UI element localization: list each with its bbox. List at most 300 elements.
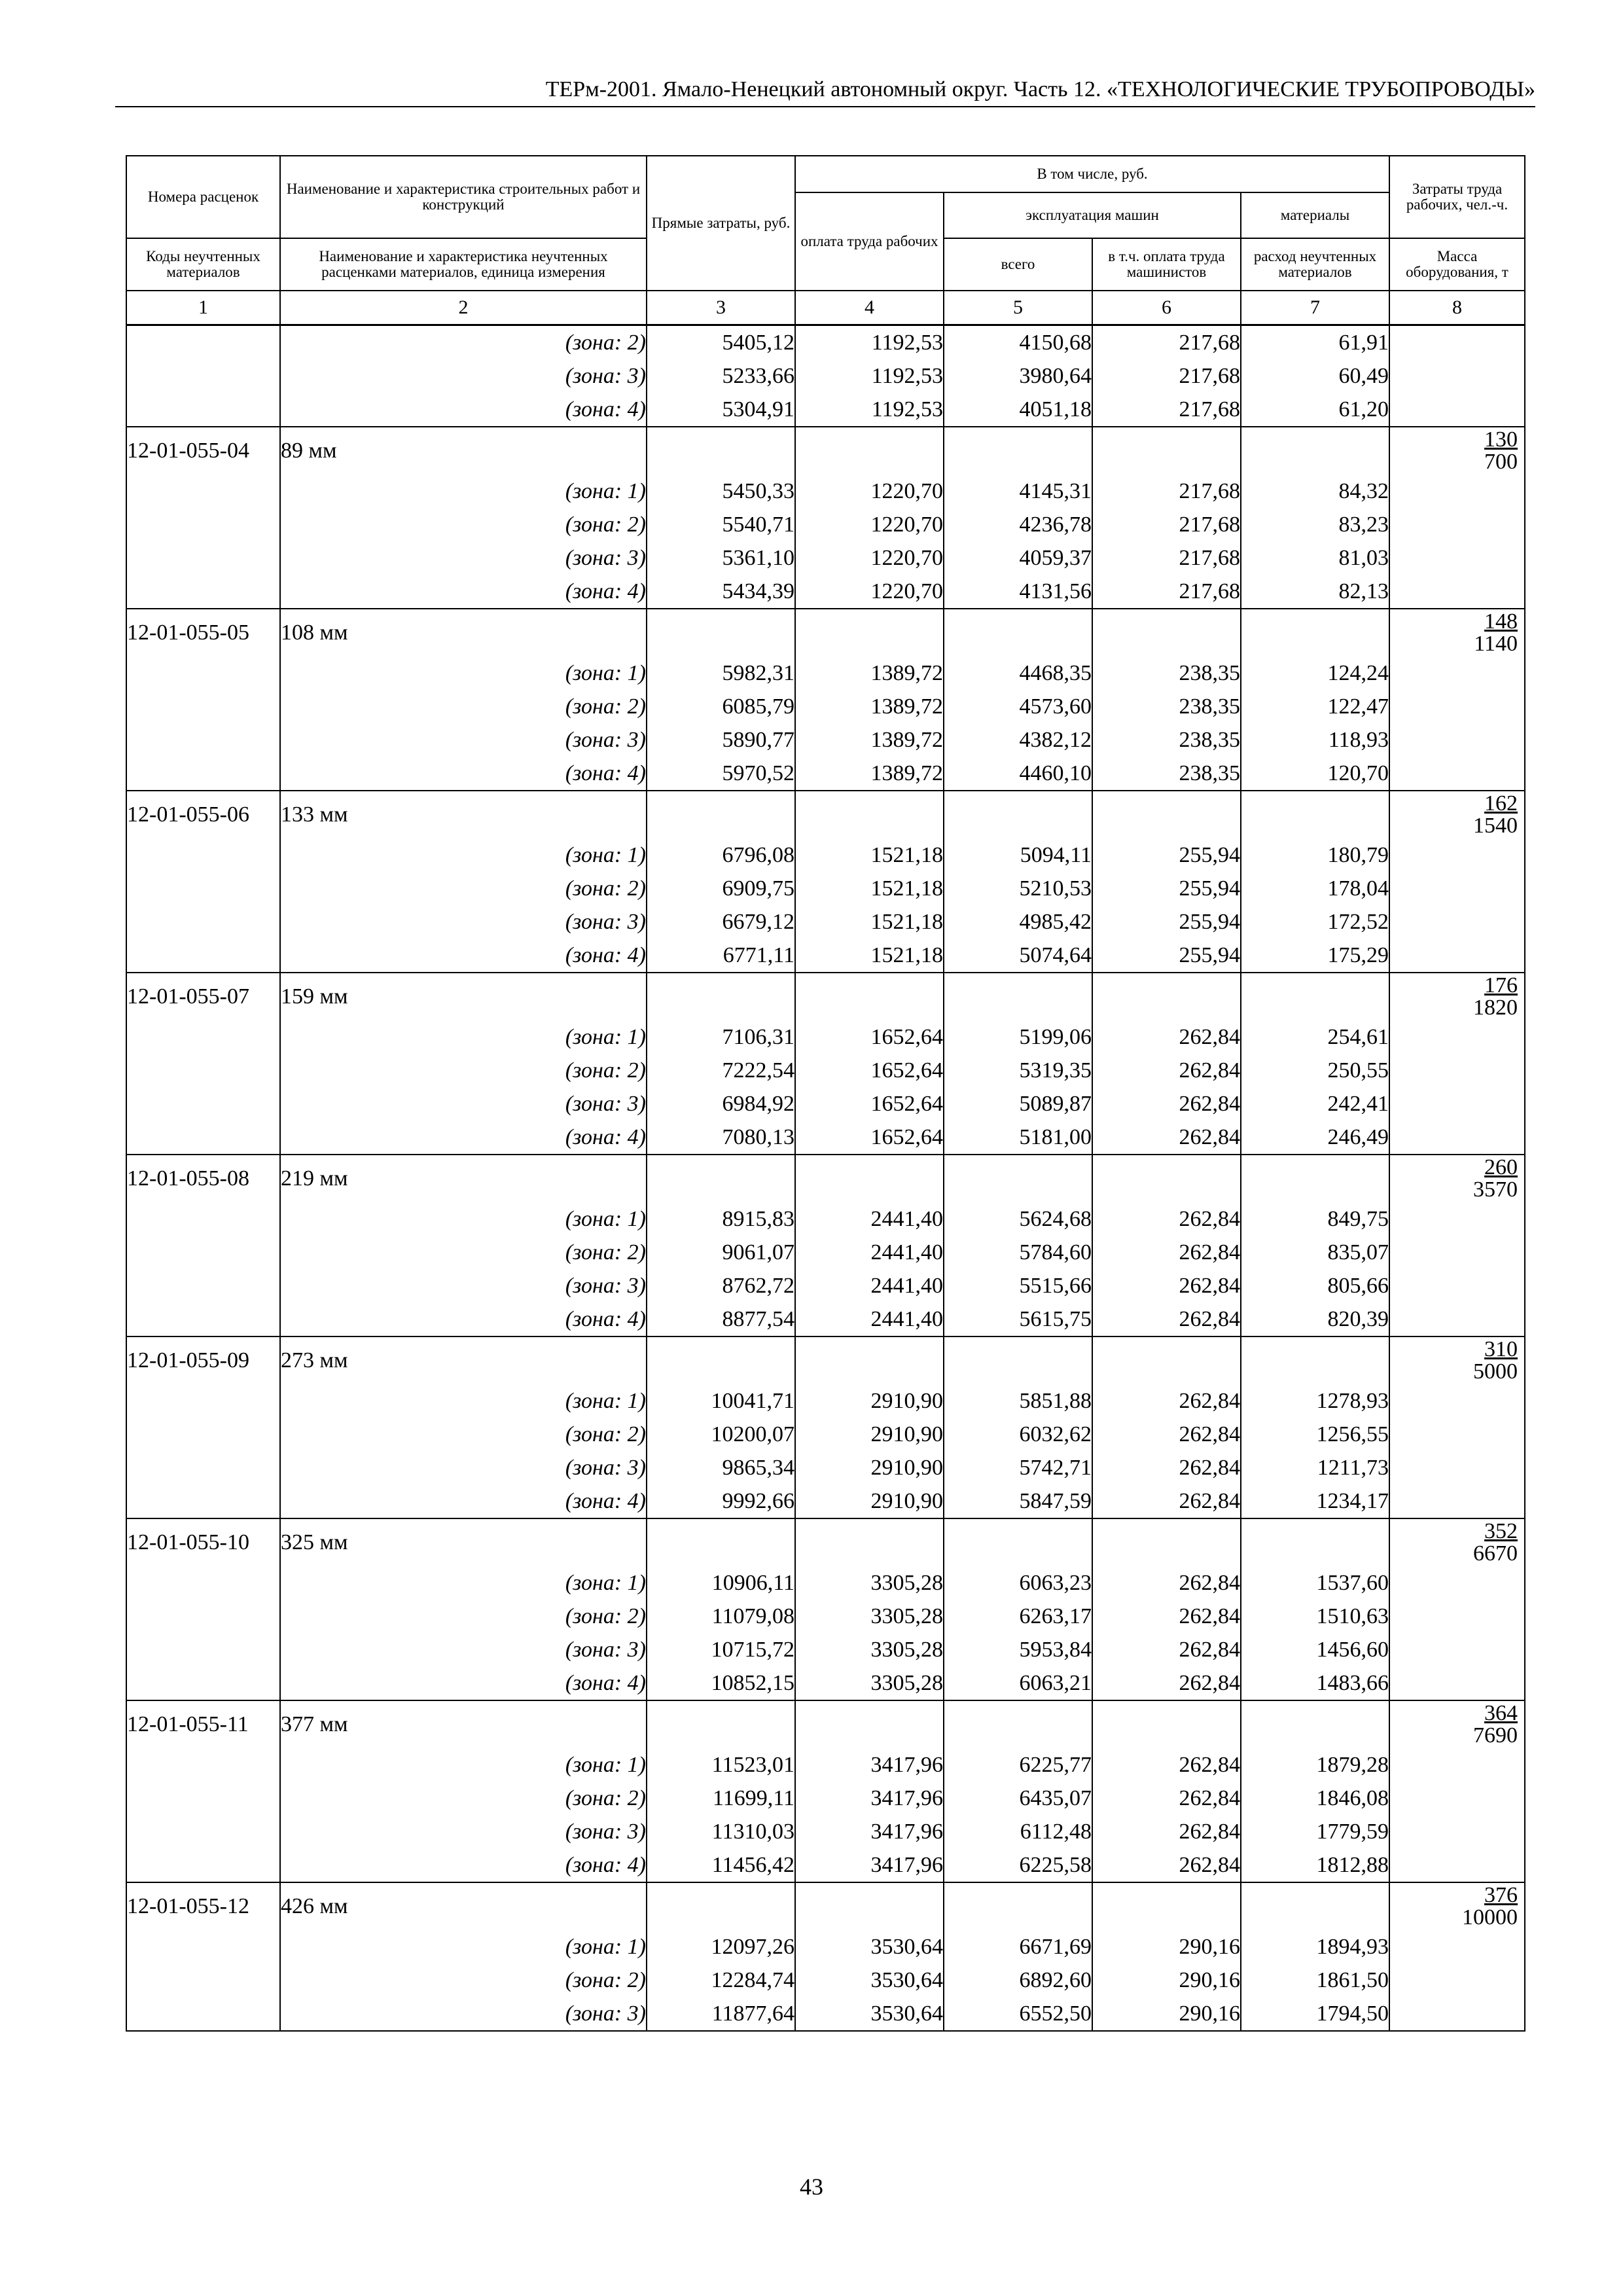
zone-label: (зона: 2) — [280, 872, 647, 905]
equipment-mass: 6670 — [1473, 1541, 1518, 1566]
empty-cell — [647, 1155, 795, 1202]
zone-label: (зона: 2) — [280, 1236, 647, 1269]
direct-value: 7106,31 — [647, 1020, 795, 1054]
labor-and-mass — [1389, 973, 1525, 1020]
direct-value: 6085,79 — [647, 690, 795, 723]
rate-code-cell — [126, 939, 280, 973]
operators-value: 217,68 — [1092, 541, 1241, 575]
mass-cell — [1389, 325, 1525, 360]
empty-cell — [647, 1518, 795, 1566]
rate-code-cell — [126, 1930, 280, 1964]
direct-value: 10852,15 — [647, 1666, 795, 1700]
empty-cell — [795, 973, 944, 1020]
table-row — [126, 1748, 1525, 1782]
zone-label: (зона: 3) — [280, 1269, 647, 1302]
rate-code-cell — [126, 1087, 280, 1121]
zone-label: (зона: 2) — [280, 325, 647, 360]
pipe-diameter: 133 мм — [280, 791, 647, 838]
zone-label: (зона: 4) — [280, 1302, 647, 1336]
machines-value: 5210,53 — [944, 872, 1092, 905]
col-operator-pay-header: в т.ч. оплата труда машинистов — [1092, 238, 1241, 291]
labor-value: 1521,18 — [795, 939, 944, 973]
rate-code-cell — [126, 508, 280, 541]
rate-code-cell — [126, 1451, 280, 1484]
labor-value: 1192,53 — [795, 393, 944, 427]
materials-header: материалы — [1241, 192, 1389, 238]
empty-cell — [795, 609, 944, 656]
labor-value: 2910,90 — [795, 1384, 944, 1418]
operators-value: 217,68 — [1092, 575, 1241, 609]
operators-value: 290,16 — [1092, 1964, 1241, 1997]
empty-cell — [1241, 609, 1389, 656]
machines-value: 5074,64 — [944, 939, 1092, 973]
labor-hours: 364 — [1484, 1701, 1518, 1725]
direct-value: 10041,71 — [647, 1384, 795, 1418]
zone-label: (зона: 3) — [280, 1815, 647, 1848]
materials-value: 246,49 — [1241, 1121, 1389, 1155]
rate-code: 12-01-055-07 — [126, 973, 280, 1020]
machines-value: 5851,88 — [944, 1384, 1092, 1418]
labor-hours: 130 — [1484, 427, 1518, 452]
materials-value: 83,23 — [1241, 508, 1389, 541]
labor-value: 3417,96 — [795, 1815, 944, 1848]
rate-code-cell — [126, 1236, 280, 1269]
rate-code-cell — [126, 1302, 280, 1336]
mass-cell — [1389, 359, 1525, 393]
materials-value: 118,93 — [1241, 723, 1389, 757]
machines-value: 6552,50 — [944, 1997, 1092, 2031]
mass-cell — [1389, 656, 1525, 690]
pipe-diameter: 159 мм — [280, 973, 647, 1020]
direct-value: 11523,01 — [647, 1748, 795, 1782]
column-number: 3 — [647, 291, 795, 325]
operators-value: 262,84 — [1092, 1302, 1241, 1336]
operators-value: 217,68 — [1092, 508, 1241, 541]
labor-hours: 148 — [1484, 609, 1518, 634]
labor-value: 3417,96 — [795, 1748, 944, 1782]
table-row — [126, 1121, 1525, 1155]
table-row — [126, 757, 1525, 791]
table-row — [126, 1600, 1525, 1633]
labor-and-mass — [1389, 1518, 1525, 1566]
pipe-diameter: 89 мм — [280, 427, 647, 475]
rate-code-cell — [126, 723, 280, 757]
materials-value: 60,49 — [1241, 359, 1389, 393]
zone-label: (зона: 4) — [280, 1848, 647, 1882]
rate-code: 12-01-055-09 — [126, 1336, 280, 1384]
zone-label: (зона: 4) — [280, 939, 647, 973]
empty-cell — [795, 1155, 944, 1202]
empty-cell — [944, 1518, 1092, 1566]
table-row — [126, 1451, 1525, 1484]
operators-value: 262,84 — [1092, 1782, 1241, 1815]
table-row — [126, 475, 1525, 508]
table-row — [126, 1384, 1525, 1418]
labor-hours: 260 — [1484, 1155, 1518, 1179]
rate-code-cell — [126, 1054, 280, 1087]
labor-hours: 310 — [1484, 1337, 1518, 1361]
rate-code-cell — [126, 575, 280, 609]
table-row — [126, 1269, 1525, 1302]
rate-code-cell — [126, 541, 280, 575]
rate-code-cell — [126, 1815, 280, 1848]
table-row — [126, 939, 1525, 973]
materials-value: 120,70 — [1241, 757, 1389, 791]
column-number: 7 — [1241, 291, 1389, 325]
direct-value: 11699,11 — [647, 1782, 795, 1815]
zone-label: (зона: 1) — [280, 1202, 647, 1236]
mass-cell — [1389, 1566, 1525, 1600]
materials-value: 242,41 — [1241, 1087, 1389, 1121]
materials-value: 820,39 — [1241, 1302, 1389, 1336]
labor-and-mass — [1389, 1155, 1525, 1202]
machines-value: 6063,21 — [944, 1666, 1092, 1700]
empty-cell — [944, 1882, 1092, 1930]
mass-cell — [1389, 1748, 1525, 1782]
rate-code-cell — [126, 1964, 280, 1997]
rate-code-cell — [126, 359, 280, 393]
labor-value: 2910,90 — [795, 1418, 944, 1451]
operators-value: 238,35 — [1092, 723, 1241, 757]
zone-label: (зона: 1) — [280, 1020, 647, 1054]
equipment-mass: 1140 — [1474, 632, 1518, 656]
empty-cell — [1092, 1518, 1241, 1566]
direct-value: 9061,07 — [647, 1236, 795, 1269]
materials-value: 81,03 — [1241, 541, 1389, 575]
empty-cell — [944, 973, 1092, 1020]
column-number: 5 — [944, 291, 1092, 325]
page-header — [115, 73, 1535, 107]
labor-value: 1220,70 — [795, 575, 944, 609]
machines-value: 6112,48 — [944, 1815, 1092, 1848]
mass-cell — [1389, 1815, 1525, 1848]
pipe-diameter: 273 мм — [280, 1336, 647, 1384]
materials-value: 1510,63 — [1241, 1600, 1389, 1633]
direct-value: 6984,92 — [647, 1087, 795, 1121]
machines-value: 6225,77 — [944, 1748, 1092, 1782]
operators-value: 290,16 — [1092, 1930, 1241, 1964]
empty-cell — [1092, 1882, 1241, 1930]
machines-value: 5094,11 — [944, 838, 1092, 872]
labor-value: 1652,64 — [795, 1087, 944, 1121]
mass-cell — [1389, 723, 1525, 757]
materials-value: 1861,50 — [1241, 1964, 1389, 1997]
mass-cell — [1389, 1302, 1525, 1336]
operators-value: 255,94 — [1092, 872, 1241, 905]
rate-code-cell — [126, 1269, 280, 1302]
operators-value: 255,94 — [1092, 838, 1241, 872]
labor-value: 1521,18 — [795, 905, 944, 939]
rate-group-row — [126, 427, 1525, 475]
materials-value: 1894,93 — [1241, 1930, 1389, 1964]
mass-cell — [1389, 939, 1525, 973]
mass-cell — [1389, 905, 1525, 939]
table-row — [126, 1964, 1525, 1997]
direct-value: 11310,03 — [647, 1815, 795, 1848]
direct-value: 11456,42 — [647, 1848, 795, 1882]
machines-value: 6892,60 — [944, 1964, 1092, 1997]
labor-value: 1652,64 — [795, 1054, 944, 1087]
rate-code: 12-01-055-12 — [126, 1882, 280, 1930]
materials-value: 82,13 — [1241, 575, 1389, 609]
table-row — [126, 1484, 1525, 1518]
zone-label: (зона: 3) — [280, 723, 647, 757]
machines-value: 6435,07 — [944, 1782, 1092, 1815]
mass-cell — [1389, 1020, 1525, 1054]
col-material-codes-header: Коды неучтенных материалов — [126, 238, 280, 291]
operators-value: 262,84 — [1092, 1020, 1241, 1054]
operators-value: 262,84 — [1092, 1054, 1241, 1087]
rate-code-cell — [126, 475, 280, 508]
table-row — [126, 1666, 1525, 1700]
mass-cell — [1389, 1666, 1525, 1700]
rate-code: 12-01-055-10 — [126, 1518, 280, 1566]
col-work-name-header: Наименование и характеристика строительных работ и конструкций — [280, 156, 647, 238]
table-row — [126, 905, 1525, 939]
mass-cell — [1389, 1633, 1525, 1666]
zone-label: (зона: 3) — [280, 1633, 647, 1666]
table-row — [126, 1633, 1525, 1666]
zone-label: (зона: 2) — [280, 690, 647, 723]
zone-label: (зона: 1) — [280, 1748, 647, 1782]
direct-value: 5233,66 — [647, 359, 795, 393]
machines-value: 5953,84 — [944, 1633, 1092, 1666]
equipment-mass: 3570 — [1473, 1177, 1518, 1202]
rate-code-cell — [126, 1384, 280, 1418]
machines-header: эксплуатация машин — [944, 192, 1241, 238]
col-labor-hours-header: Затраты труда рабочих, чел.-ч. — [1389, 156, 1525, 238]
empty-cell — [795, 427, 944, 475]
mass-cell — [1389, 1384, 1525, 1418]
table-row — [126, 1020, 1525, 1054]
empty-cell — [1092, 1336, 1241, 1384]
materials-value: 1846,08 — [1241, 1782, 1389, 1815]
direct-value: 5405,12 — [647, 325, 795, 360]
labor-value: 1389,72 — [795, 690, 944, 723]
empty-cell — [647, 609, 795, 656]
materials-value: 175,29 — [1241, 939, 1389, 973]
operators-value: 262,84 — [1092, 1566, 1241, 1600]
empty-cell — [1241, 427, 1389, 475]
empty-cell — [1092, 973, 1241, 1020]
machines-value: 5847,59 — [944, 1484, 1092, 1518]
table-row — [126, 1566, 1525, 1600]
operators-value: 262,84 — [1092, 1815, 1241, 1848]
machines-value: 6263,17 — [944, 1600, 1092, 1633]
table-row — [126, 1997, 1525, 2031]
machines-value: 4236,78 — [944, 508, 1092, 541]
rate-code-cell — [126, 1418, 280, 1451]
table-row — [126, 1302, 1525, 1336]
empty-cell — [944, 427, 1092, 475]
direct-value: 11079,08 — [647, 1600, 795, 1633]
direct-value: 12284,74 — [647, 1964, 795, 1997]
materials-value: 124,24 — [1241, 656, 1389, 690]
mass-cell — [1389, 1600, 1525, 1633]
materials-value: 84,32 — [1241, 475, 1389, 508]
materials-value: 805,66 — [1241, 1269, 1389, 1302]
mass-cell — [1389, 1451, 1525, 1484]
operators-value: 262,84 — [1092, 1236, 1241, 1269]
mass-cell — [1389, 1930, 1525, 1964]
table-row — [126, 1848, 1525, 1882]
direct-value: 5982,31 — [647, 656, 795, 690]
machines-value: 4150,68 — [944, 325, 1092, 360]
empty-cell — [647, 1700, 795, 1748]
machines-value: 4051,18 — [944, 393, 1092, 427]
col-unaccounted-materials-header: расход неучтенных материалов — [1241, 238, 1389, 291]
materials-value: 1278,93 — [1241, 1384, 1389, 1418]
equipment-mass: 7690 — [1473, 1723, 1518, 1748]
empty-cell — [1092, 791, 1241, 838]
machines-value: 6671,69 — [944, 1930, 1092, 1964]
machines-value: 4382,12 — [944, 723, 1092, 757]
mass-cell — [1389, 1236, 1525, 1269]
labor-value: 1220,70 — [795, 475, 944, 508]
labor-value: 2441,40 — [795, 1236, 944, 1269]
operators-value: 262,84 — [1092, 1748, 1241, 1782]
materials-value: 250,55 — [1241, 1054, 1389, 1087]
machines-value: 4460,10 — [944, 757, 1092, 791]
labor-and-mass — [1389, 609, 1525, 656]
empty-cell — [647, 791, 795, 838]
empty-cell — [944, 1700, 1092, 1748]
zone-label: (зона: 1) — [280, 475, 647, 508]
operators-value: 217,68 — [1092, 393, 1241, 427]
rate-code-cell — [126, 838, 280, 872]
direct-value: 12097,26 — [647, 1930, 795, 1964]
empty-cell — [647, 1336, 795, 1384]
rate-code-cell — [126, 1121, 280, 1155]
empty-cell — [1241, 973, 1389, 1020]
operators-value: 238,35 — [1092, 757, 1241, 791]
rate-group-row — [126, 1700, 1525, 1748]
table-row — [126, 723, 1525, 757]
operators-value: 262,84 — [1092, 1484, 1241, 1518]
rate-code-cell — [126, 1600, 280, 1633]
machines-value: 4131,56 — [944, 575, 1092, 609]
page-number: 43 — [800, 2174, 823, 2200]
labor-value: 3305,28 — [795, 1600, 944, 1633]
column-number: 4 — [795, 291, 944, 325]
labor-and-mass — [1389, 791, 1525, 838]
operators-value: 262,84 — [1092, 1666, 1241, 1700]
table-row — [126, 541, 1525, 575]
operators-value: 255,94 — [1092, 939, 1241, 973]
table-row — [126, 508, 1525, 541]
pipe-diameter: 325 мм — [280, 1518, 647, 1566]
zone-label: (зона: 3) — [280, 541, 647, 575]
empty-cell — [1241, 1518, 1389, 1566]
direct-value: 5970,52 — [647, 757, 795, 791]
rate-code-cell — [126, 1748, 280, 1782]
materials-value: 1779,59 — [1241, 1815, 1389, 1848]
empty-cell — [795, 1518, 944, 1566]
including-header: В том числе, руб. — [795, 156, 1389, 192]
empty-cell — [647, 427, 795, 475]
empty-cell — [944, 609, 1092, 656]
empty-cell — [1092, 427, 1241, 475]
empty-cell — [944, 1336, 1092, 1384]
table-row — [126, 359, 1525, 393]
equipment-mass: 700 — [1484, 450, 1518, 474]
zone-label: (зона: 2) — [280, 508, 647, 541]
table-row — [126, 872, 1525, 905]
rate-group-row — [126, 791, 1525, 838]
operators-value: 290,16 — [1092, 1997, 1241, 2031]
operators-value: 238,35 — [1092, 690, 1241, 723]
col-direct-costs-header: Прямые затраты, руб. — [647, 156, 795, 291]
col-rate-number-header: Номера расценок — [126, 156, 280, 238]
col-machines-total-header: всего — [944, 238, 1092, 291]
materials-value: 1879,28 — [1241, 1748, 1389, 1782]
column-number: 1 — [126, 291, 280, 325]
direct-value: 8762,72 — [647, 1269, 795, 1302]
empty-cell — [1092, 1155, 1241, 1202]
machines-value: 4059,37 — [944, 541, 1092, 575]
machines-value: 4468,35 — [944, 656, 1092, 690]
mass-cell — [1389, 1848, 1525, 1882]
mass-cell — [1389, 872, 1525, 905]
zone-label: (зона: 2) — [280, 1054, 647, 1087]
machines-value: 5089,87 — [944, 1087, 1092, 1121]
zone-label: (зона: 1) — [280, 1930, 647, 1964]
col-material-names-header: Наименование и характеристика неучтенных расценками материалов, единица измерения — [280, 238, 647, 291]
direct-value: 7222,54 — [647, 1054, 795, 1087]
rate-code-cell — [126, 1566, 280, 1600]
rate-code-cell — [126, 1782, 280, 1815]
materials-value: 1794,50 — [1241, 1997, 1389, 2031]
table-row — [126, 1418, 1525, 1451]
direct-value: 9992,66 — [647, 1484, 795, 1518]
zone-label: (зона: 3) — [280, 1451, 647, 1484]
rate-code-cell — [126, 656, 280, 690]
zone-label: (зона: 1) — [280, 838, 647, 872]
direct-value: 6771,11 — [647, 939, 795, 973]
machines-value: 5199,06 — [944, 1020, 1092, 1054]
labor-hours: 376 — [1484, 1883, 1518, 1907]
labor-value: 3305,28 — [795, 1666, 944, 1700]
mass-cell — [1389, 575, 1525, 609]
table-row — [126, 690, 1525, 723]
direct-value: 10715,72 — [647, 1633, 795, 1666]
equipment-mass: 10000 — [1462, 1905, 1518, 1929]
machines-value: 5181,00 — [944, 1121, 1092, 1155]
empty-cell — [795, 791, 944, 838]
zone-label: (зона: 1) — [280, 1384, 647, 1418]
equipment-mass: 1540 — [1473, 814, 1518, 838]
table-row — [126, 393, 1525, 427]
zone-label: (зона: 2) — [280, 1782, 647, 1815]
labor-and-mass — [1389, 1882, 1525, 1930]
labor-hours: 162 — [1484, 791, 1518, 816]
table-body — [126, 325, 1525, 2032]
empty-cell — [944, 791, 1092, 838]
mass-cell — [1389, 475, 1525, 508]
column-number: 2 — [280, 291, 647, 325]
rate-code: 12-01-055-11 — [126, 1700, 280, 1748]
equipment-mass: 5000 — [1473, 1359, 1518, 1384]
rate-code: 12-01-055-05 — [126, 609, 280, 656]
materials-value: 835,07 — [1241, 1236, 1389, 1269]
direct-value: 5434,39 — [647, 575, 795, 609]
machines-value: 5319,35 — [944, 1054, 1092, 1087]
machines-value: 5624,68 — [944, 1202, 1092, 1236]
machines-value: 4985,42 — [944, 905, 1092, 939]
rate-code-cell — [126, 1202, 280, 1236]
rate-code-cell — [126, 1633, 280, 1666]
pipe-diameter: 108 мм — [280, 609, 647, 656]
